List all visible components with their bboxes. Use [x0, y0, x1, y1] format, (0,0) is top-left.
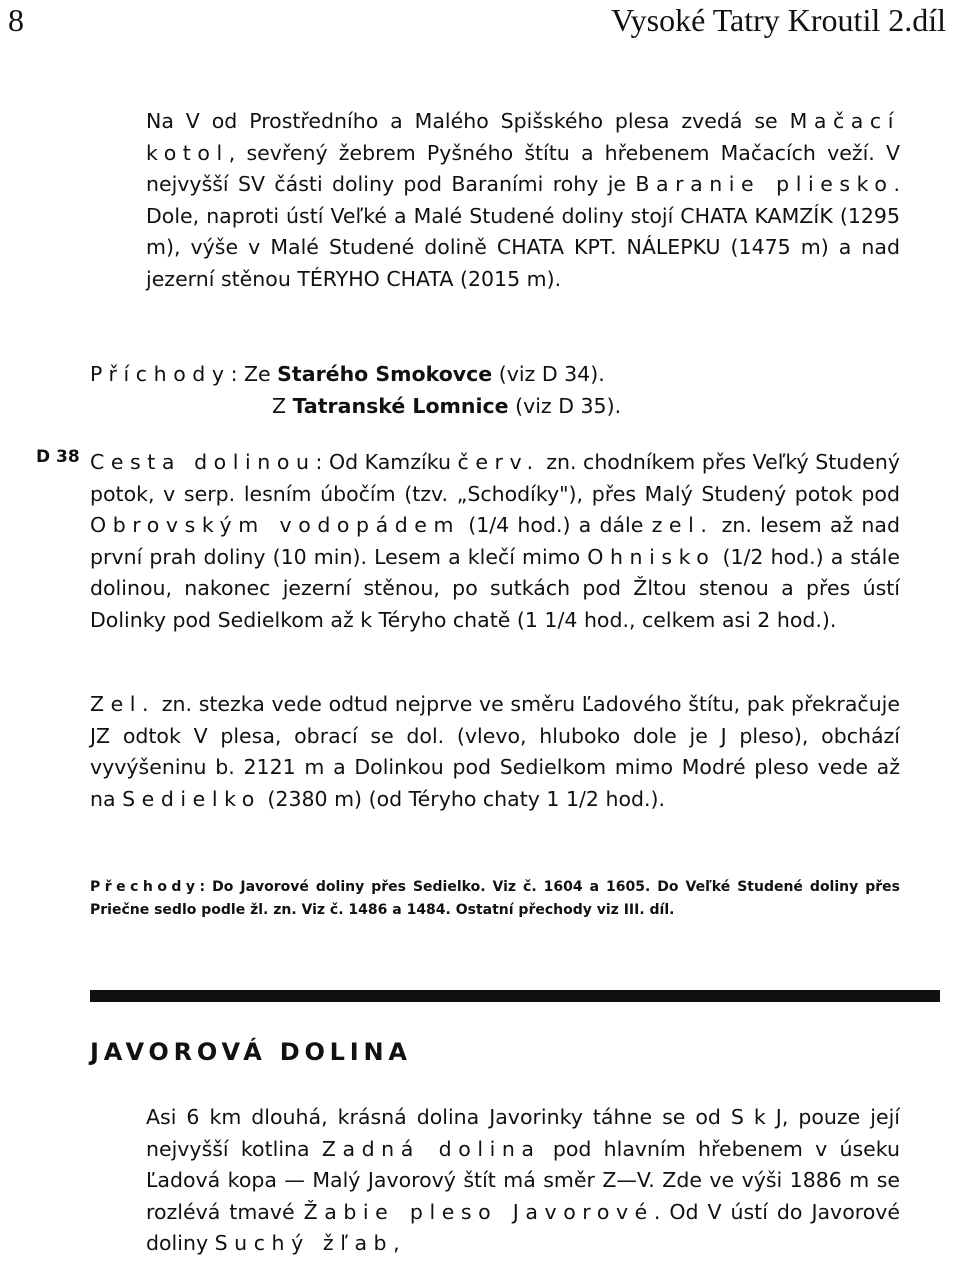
spaced-name: Ohnisko — [587, 544, 716, 569]
text-run: , — [393, 1231, 400, 1255]
spaced-heading: Přechody — [90, 879, 200, 895]
text-run: (1/2 hod.) a stále dolinou, nakonec jezerní stěnou, po sutkách pod Žltou stenou a přes ústí Dolinky pod Sedielkom až k Téryho chatě (1 1/4 hod., celkem asi 2 hod.). — [90, 544, 900, 632]
spaced-name: Obrovským vodopádem — [90, 513, 460, 537]
text-run: zn. lesem až nad první prah doliny (10 min). Lesem a klečí mimo — [90, 513, 901, 569]
text-run: . Od V ústí do Javorové doliny — [146, 1199, 900, 1255]
spaced-heading: Příchody — [90, 362, 231, 386]
running-title: Vysoké Tatry Kroutil 2.díl — [611, 2, 946, 38]
bold-place: Starého Smokovce — [277, 362, 493, 386]
chapter-title: JAVOROVÁ DOLINA — [90, 1038, 412, 1066]
text-run: : Ze — [230, 362, 278, 386]
spaced-heading: Cesta dolinou — [90, 450, 316, 474]
text-run: : Do Javorové doliny přes Sedielko. Viz č. 1604 a 1605. Do Veľké Studené doliny přes Priečne sedlo podle žl. zn. Viz č. 1486 a 1484. Ostatní přechody viz III. díl. — [90, 879, 900, 918]
spaced-term: Zel. — [90, 692, 156, 716]
paragraph-crossings — [90, 876, 900, 922]
spaced-name: Žabie pleso Javorové — [303, 1199, 654, 1224]
text-run: (viz D 35). — [508, 393, 622, 418]
approach-line-2 — [90, 391, 900, 423]
section-divider — [90, 990, 940, 1002]
spaced-term: červ. — [457, 450, 540, 474]
text-run: zn. chodníkem přes Veľký Studený potok, v serp. lesním úbočím (tzv. „Schodíky"), přes Malý Studený potok pod — [90, 450, 900, 506]
paragraph-continuation — [90, 689, 900, 815]
text-run: . Dole, naproti ústí Veľké a Malé Studené doliny stojí CHATA KAMZÍK (1295 m), výše v Malé Studené dolině CHATA KPT. NÁLEPKU (1475 m) a nad jezerní stěnou TÉRYHO CHATA (2015 m). — [146, 172, 900, 291]
text-run: (1/4 hod.) a dále — [459, 513, 652, 537]
text-run: (2380 m) (od Téryho chaty 1 1/2 hod.). — [260, 786, 666, 811]
spaced-name: Suchý žľab — [214, 1231, 394, 1255]
text-run: Z — [272, 393, 293, 418]
spaced-name: Mačací kotol — [146, 109, 900, 165]
spaced-term: zel. — [651, 513, 714, 537]
paragraph-route-description — [90, 447, 900, 636]
text-run: : Od Kamzíku — [315, 450, 458, 474]
spaced-name: Sedielko — [122, 786, 261, 811]
text-run: (viz D 34). — [492, 362, 605, 386]
text-run: Na V od Prostředního a Malého Spišského plesa zvedá se — [146, 109, 790, 133]
bold-place: Tatranské Lomnice — [292, 393, 509, 418]
section-code: D 38 — [36, 447, 80, 467]
text-run: Asi 6 km dlouhá, krásná dolina Javorinky táhne se od S k J, pouze její nejvyšší kotlina — [146, 1105, 900, 1161]
spaced-name: Zadná dolina — [321, 1136, 541, 1161]
page-number: 8 — [8, 2, 24, 38]
paragraph-javorova-intro — [146, 1102, 900, 1260]
text-run: , sevřený žebrem Pyšného štítu a hřebenem Mačacích veží. V nejvyšší SV části doliny pod Baraními rohy je — [146, 140, 900, 196]
page-header — [0, 0, 960, 50]
approach-line-1 — [90, 359, 900, 391]
paragraph-valley-intro — [146, 106, 900, 295]
text-run: pod hlavním hřebenem v úseku Ľadová kopa — Malý Javorový štít má směr Z—V. Zde ve výši 1886 m se rozlévá tmavé — [146, 1136, 900, 1224]
spaced-name: Baranie pliesko — [635, 172, 894, 196]
approaches-block — [90, 359, 900, 422]
text-run: zn. stezka vede odtud nejprve ve směru Ľadového štítu, pak překračuje JZ odtok V plesa, obrací se dol. (vlevo, hluboko dole je J pleso), obchází vyvýšeninu b. 2121 m a Dolinkou pod Sedielkom mimo Modré pleso vede až na — [90, 692, 900, 811]
